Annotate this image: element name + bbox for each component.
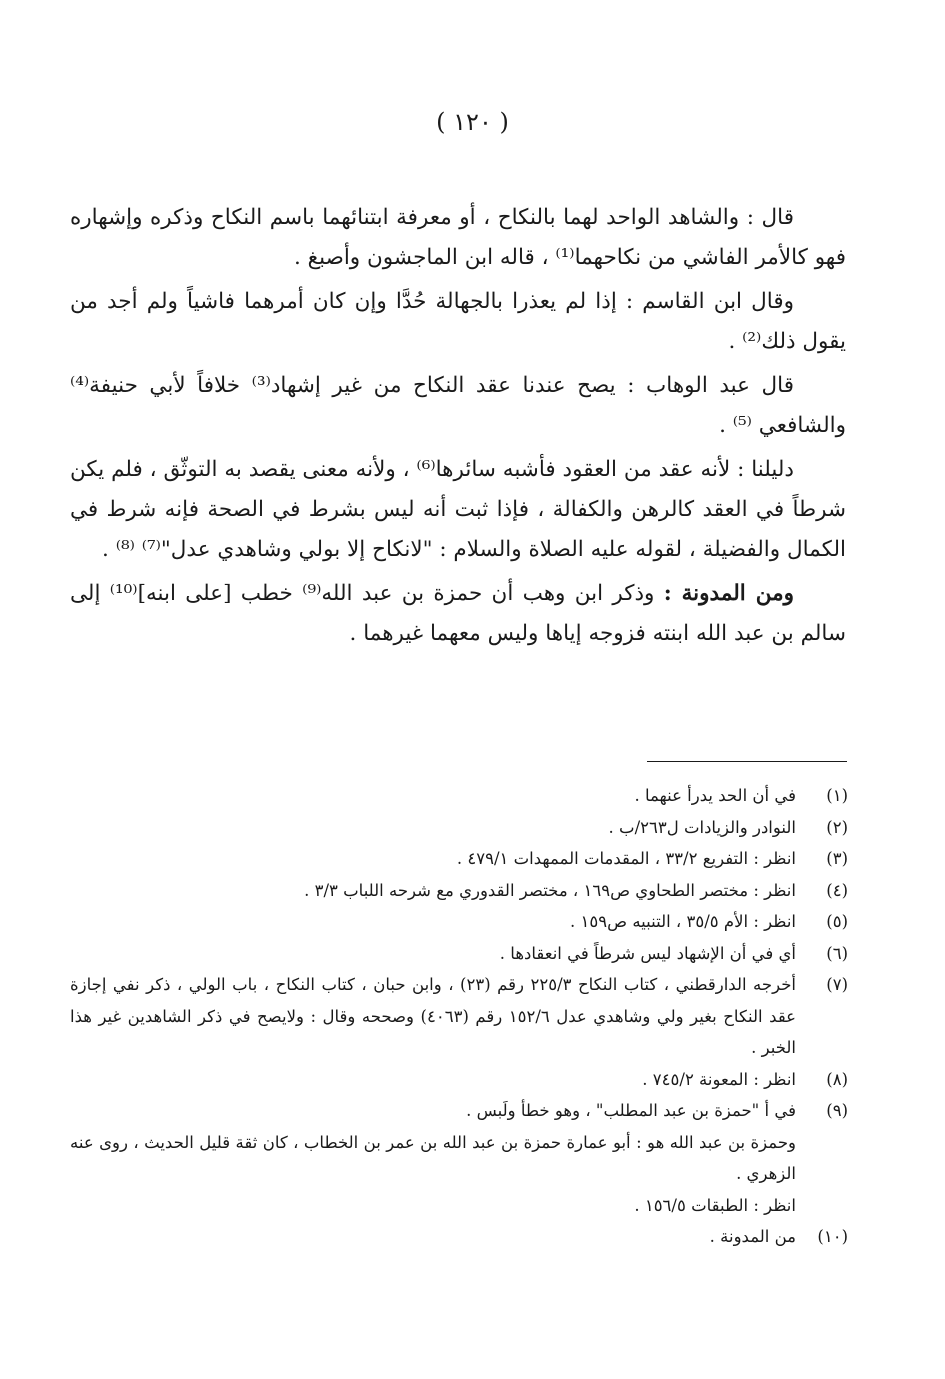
footnote-number: (٢)	[826, 817, 848, 837]
footnote	[70, 780, 848, 812]
paragraph-text: وقال ابن القاسم : إذا لم يعذرا بالجهالة حُدَّا وإن كان أمرهما فاشياً ولم أجد من يقول ذلك⁽²⁾ .	[70, 289, 846, 354]
footnote-line: انظر : الأم ٣٥/٥ ، التنبيه ص١٥٩ .	[570, 912, 796, 931]
footnote-number: (٩)	[826, 1101, 848, 1120]
footnote-line: من المدونة .	[709, 1227, 796, 1246]
footnote-body	[70, 1221, 796, 1253]
footnote-body	[70, 969, 796, 1064]
footnote-line: في أ "حمزة بن عبد المطلب" ، وهو خطأ ولَبس .	[466, 1101, 796, 1120]
footnote-number: (١)	[826, 786, 848, 805]
footnote-line: انظر : الطبقات ١٥٦/٥ .	[634, 1195, 796, 1215]
paragraph-text: وذكر ابن وهب أن حمزة بن عبد الله⁽⁹⁾ خطب [على ابنه]⁽¹⁰⁾ إلى سالم بن عبد الله ابنته فزوجه إياها وليس معهما غيرهما .	[70, 581, 846, 646]
footnote	[70, 1221, 848, 1253]
paragraph	[70, 366, 846, 446]
footnote-line: أي في أن الإشهاد ليس شرطاً في انعقادها .	[499, 943, 796, 963]
paragraph	[70, 198, 846, 278]
paragraph	[70, 574, 846, 654]
footnote-line: وحمزة بن عبد الله هو : أبو عمارة حمزة بن عبد الله بن عمر بن الخطاب ، كان ثقة قليل الحديث ، روى عنه الزهري .	[70, 1132, 796, 1183]
paragraph-text: قال : والشاهد الواحد لهما بالنكاح ، أو معرفة ابتنائهما باسم النكاح وذكره وإشهاره فهو كالأمر الفاشي من نكاحهما⁽¹⁾ ، قاله ابن الماجشون وأصبغ .	[70, 205, 846, 270]
footnote	[70, 969, 848, 1064]
footnote-number: (٥)	[826, 912, 848, 931]
footnote-line: انظر : التفريع ٣٣/٢ ، المقدمات الممهدات ٤٧٩/١ .	[456, 849, 796, 868]
footnote-body	[70, 906, 796, 938]
footnote-body	[70, 780, 796, 812]
paragraph	[70, 450, 846, 570]
footnote	[70, 1095, 848, 1221]
footnote-number: (٧)	[826, 975, 848, 994]
footnote-line: انظر : المعونة ٧٤٥/٢ .	[642, 1069, 796, 1089]
footnote-divider	[647, 761, 847, 762]
footnote-body	[70, 812, 796, 844]
footnote-line: أخرجه الدارقطني ، كتاب النكاح ٢٢٥/٣ رقم (٢٣) ، وابن حبان ، كتاب النكاح ، باب الولي ، ذكر نفي إجازة عقد النكاح بغير ولي وشاهدي عدل ١٥٢/٦ رقم (٤٠٦٣) وصححه وقال : ولايصح في ذكر الشاهدين غير هذا الخبر .	[70, 975, 797, 1057]
paragraph-text: قال عبد الوهاب : يصح عندنا عقد النكاح من غير إشهاد⁽³⁾ خلافاً لأبي حنيفة⁽⁴⁾ والشافعي ⁽⁵⁾ .	[70, 373, 846, 438]
footnote-number: (٨)	[826, 1069, 848, 1089]
footnote	[70, 843, 848, 875]
footnote-line: في أن الحد يدرأ عنهما .	[634, 786, 796, 805]
footnote-body	[70, 843, 796, 875]
footnote-number: (٤)	[826, 880, 848, 900]
paragraph-lead: ومن المدونة :	[663, 581, 795, 606]
footnote-line: النوادر والزيادات ل٢٦٣/ب .	[608, 817, 796, 837]
paragraph-text: دليلنا : لأنه عقد من العقود فأشبه سائرها⁽⁶⁾ ، ولأنه معنى يقصد به التوثّق ، فلم يكن شرطاً في العقد كالرهن والكفالة ، فإذا ثبت أنه ليس بشرط في الصحة فإنه شرط في الكمال والفضيلة ، لقوله عليه الصلاة والسلام : "لانكاح إلا بولي وشاهدي عدل"⁽⁷⁾ ⁽⁸⁾ .	[70, 457, 846, 562]
footnote	[70, 906, 848, 938]
footnote	[70, 1064, 848, 1096]
footnote	[70, 875, 848, 907]
footnote-line: انظر : مختصر الطحاوي ص١٦٩ ، مختصر القدوري مع شرحه اللباب ٣/٣ .	[304, 880, 796, 900]
main-text	[70, 198, 846, 658]
footnote-body	[70, 1095, 796, 1221]
footnote-number: (٣)	[826, 849, 848, 868]
footnote-number: (٦)	[826, 943, 848, 963]
page-number: ( ١٢٠ )	[436, 108, 509, 136]
footnote	[70, 812, 848, 844]
footnote-body	[70, 1064, 796, 1096]
footnote-body	[70, 875, 796, 907]
footnote	[70, 938, 848, 970]
paragraph	[70, 282, 846, 362]
footnote-number: (١٠)	[817, 1227, 848, 1246]
footnote-body	[70, 938, 796, 970]
footnotes	[70, 780, 848, 1253]
